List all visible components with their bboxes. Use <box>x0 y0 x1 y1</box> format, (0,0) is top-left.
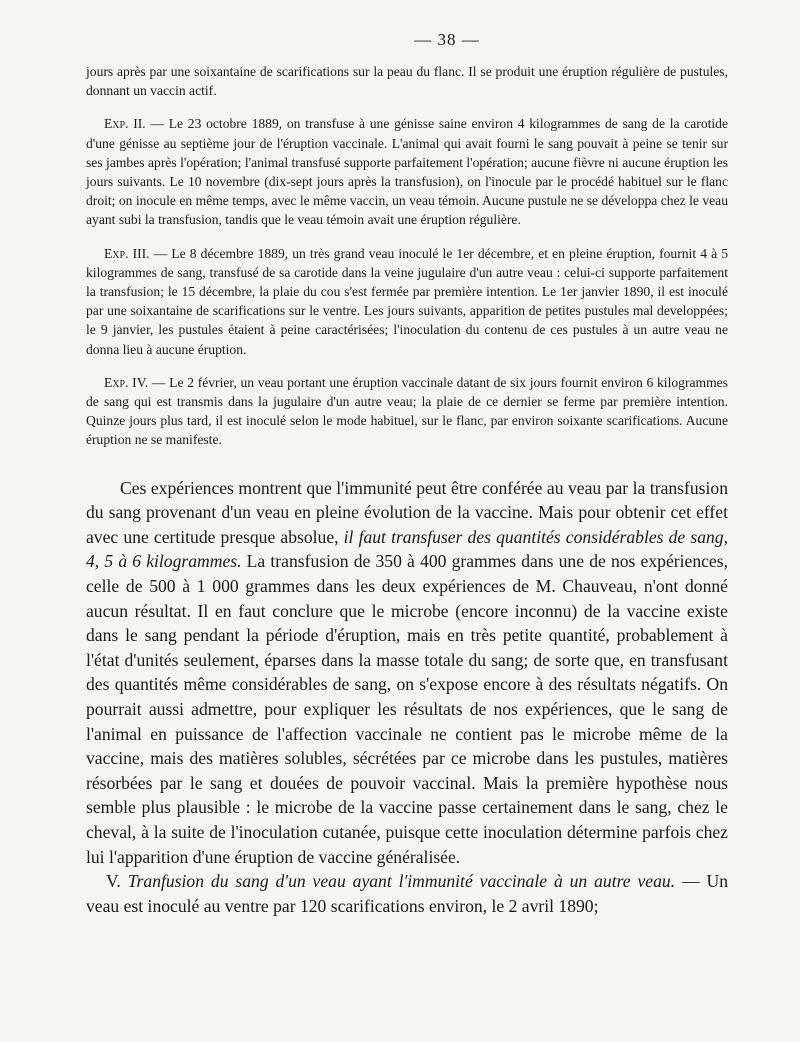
experiment-4-label: Exp. IV. — <box>104 374 166 390</box>
section-v-text: — Un veau est inoculé au ventre par 120 scarifications environ, le 2 avril 1890; <box>86 871 728 916</box>
page-number: — 38 — <box>414 30 480 49</box>
experiment-2-text: Le 23 octobre 1889, on transfuse à une génisse saine environ 4 kilogrammes de sang de la carotide d'une génisse au septième jour de l'éruption vaccinale. L'animal qui avait fourni le sang pouvait à peine se tenir sur ses jambes après l'opération; l'animal transfusé supporte parfaitement l'opération; aucune fièvre ni aucune éruption les jours suivants. Le 10 novembre (dix-sept jours après la transfusion), on l'inocule par le procédé habituel sur le flanc droit; on inocule en même temps, avec le même vaccin, un veau témoin. Aucune pustule ne se développa chez le veau ayant subi la transfusion, tandis que le veau témoin avait une éruption régulière. <box>86 116 729 228</box>
experiment-4-text: Le 2 février, un veau portant une éruption vaccinale datant de six jours fournit environ 6 kilogrammes de sang qui est transmis dans la jugulaire d'un autre veau; la plaie de ce dernier se ferme par première intention. Quinze jours plus tard, il est inoculé selon le mode habituel, sur le flanc, par environ soixante scarifications. Aucune éruption ne se manifeste. <box>86 374 728 448</box>
section-v-title: Tranfusion du sang d'un veau ayant l'immunité vaccinale à un autre veau. <box>127 871 676 892</box>
conclusion-emphasis: il faut transfuser des quantités considérables de sang, 4, 5 à 6 kilogrammes. <box>86 526 728 572</box>
section-v-number: V. <box>106 871 121 892</box>
section-v-paragraph <box>86 869 728 918</box>
conclusion-paragraph <box>86 476 728 870</box>
experiment-3-text: Le 8 décembre 1889, un très grand veau inoculé le 1er décembre, et en pleine éruption, fournit 4 à 5 kilogrammes de sang, transfusé de sa carotide dans la veine jugulaire d'un autre veau : celui-ci supporte parfaitement la transfusion; le 15 décembre, la plaie du cou s'est fermée par première intention. Le 1er janvier 1890, il est inoculé par une soixantaine de scarifications sur le ventre. Les jours suivants, apparition de petites pustules mal developpées; le 9 janvier, les pustules étaient à peine caractérisées; l'inoculation du contenu de ces pustules à un autre veau ne donna lieu à aucune éruption. <box>86 245 729 357</box>
experiment-4-paragraph <box>86 373 728 450</box>
experiment-2-paragraph <box>86 114 728 229</box>
conclusion-text-part2: La transfusion de 350 à 400 grammes dans une de nos expériences, celle de 500 à 1 000 grammes dans les deux expériences de M. Chauveau, n'ont donné aucun résultat. Il en faut conclure que le microbe (encore inconnu) de la vaccine existe dans le sang pendant la période d'éruption, mais en très petite quantité, probablement à l'état d'unités seulement, éparses dans la masse totale du sang; de sorte que, en transfusant des quantités même considérables de sang, on s'expose encore à des résultats négatifs. On pourrait aussi admettre, pour expliquer les résultats de nos expériences, que le sang de l'animal en puissance de l'affection vaccinale ne contient pas le microbe même de la vaccine, mais des matières solubles, sécrétées par ce microbe dans les pustules, matières résorbées par le sang et douées de pouvoir vaccinal. Mais la première hypothèse nous semble plus plausible : le microbe de la vaccine passe certainement dans le sang, chez le cheval, à la suite de l'inoculation cutanée, puisque cette inoculation détermine parfois chez lui l'apparition d'une éruption de vaccine généralisée. <box>86 551 728 867</box>
experiment-3-paragraph <box>86 244 728 359</box>
experiment-3-label: Exp. III. — <box>104 245 168 261</box>
main-text-block <box>86 476 728 919</box>
experiment-2-label: Exp. II. — <box>104 116 164 132</box>
small-print-block <box>86 62 728 450</box>
intro-paragraph: jours après par une soixantaine de scarifications sur la peau du flanc. Il se produit une éruption régulière de pustules, donnant un vaccin actif. <box>86 64 728 99</box>
conclusion-text-part1: Ces expériences montrent que l'immunité peut être conférée au veau par la transfusion du sang provenant d'un veau en pleine évolution de la vaccine. Mais pour obtenir cet effet avec une certitude presque absolue, <box>86 477 728 547</box>
